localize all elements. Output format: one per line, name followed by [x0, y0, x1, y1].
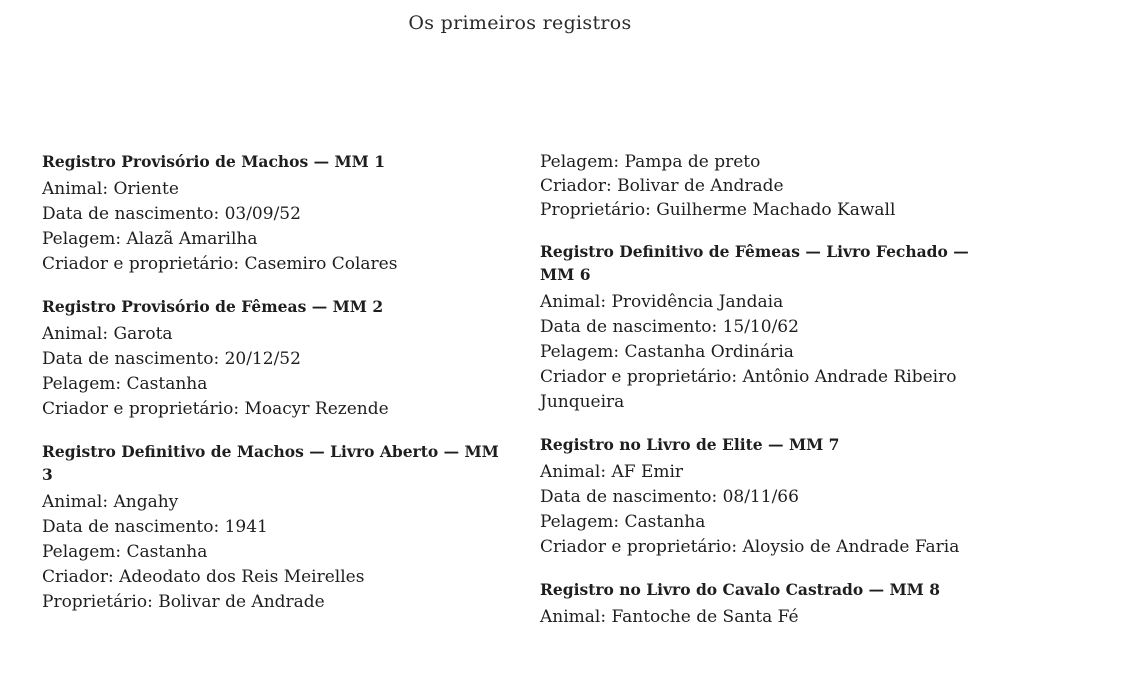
entry-field: Animal: Garota: [42, 324, 173, 344]
entry-field: Proprietário: Guilherme Machado Kawall: [540, 200, 896, 220]
right-column: [540, 150, 990, 648]
registry-entry: [540, 240, 990, 415]
entry-title: Registro Definitivo de Machos — Livro Aberto — MM 3: [42, 442, 499, 484]
registry-entry: [540, 578, 990, 630]
entry-field: Data de nascimento: 20/12/52: [42, 349, 301, 369]
registry-entry: [540, 433, 990, 560]
entry-field: Criador: Bolivar de Andrade: [540, 176, 784, 196]
entry-field: Pelagem: Castanha: [42, 374, 208, 394]
entry-field: Animal: Angahy: [42, 492, 179, 512]
entry-field: Proprietário: Bolivar de Andrade: [42, 592, 325, 612]
entry-field: Criador e proprietário: Moacyr Rezende: [42, 399, 389, 419]
entry-title: Registro Provisório de Fêmeas — MM 2: [42, 297, 384, 316]
registry-entry: [42, 440, 502, 615]
entry-field: Data de nascimento: 08/11/66: [540, 487, 799, 507]
entry-field: Pelagem: Castanha: [42, 542, 208, 562]
entry-field: Animal: Providência Jandaia: [540, 292, 784, 312]
entry-field: Animal: Oriente: [42, 179, 179, 199]
entry-field: Criador: Adeodato dos Reis Meirelles: [42, 567, 365, 587]
entry-field: Data de nascimento: 1941: [42, 517, 268, 537]
entry-title: Registro Definitivo de Fêmeas — Livro Fechado — MM 6: [540, 242, 969, 284]
entry-field: Pelagem: Alazã Amarilha: [42, 229, 258, 249]
entry-field: Pelagem: Castanha Ordinária: [540, 342, 794, 362]
entry-field: Data de nascimento: 15/10/62: [540, 317, 799, 337]
entry-field: Pelagem: Castanha: [540, 512, 706, 532]
continued-entry: [540, 150, 990, 222]
entry-title: Registro Provisório de Machos — MM 1: [42, 152, 386, 171]
entry-field: Data de nascimento: 03/09/52: [42, 204, 301, 224]
entry-field: Animal: Fantoche de Santa Fé: [540, 607, 799, 627]
entry-title: Registro no Livro do Cavalo Castrado — MM 8: [540, 580, 941, 599]
left-column: [42, 150, 502, 633]
registry-entry: [42, 295, 502, 422]
entry-field: Criador e proprietário: Aloysio de Andrade Faria: [540, 537, 960, 557]
page-title: Os primeiros registros: [408, 12, 632, 34]
entry-title: Registro no Livro de Elite — MM 7: [540, 435, 840, 454]
entry-field: Animal: AF Emir: [540, 462, 684, 482]
entry-field: Criador e proprietário: Antônio Andrade Ribeiro Junqueira: [540, 367, 957, 412]
entry-field: Pelagem: Pampa de preto: [540, 152, 761, 172]
registry-entry: [42, 150, 502, 277]
entry-field: Criador e proprietário: Casemiro Colares: [42, 254, 398, 274]
